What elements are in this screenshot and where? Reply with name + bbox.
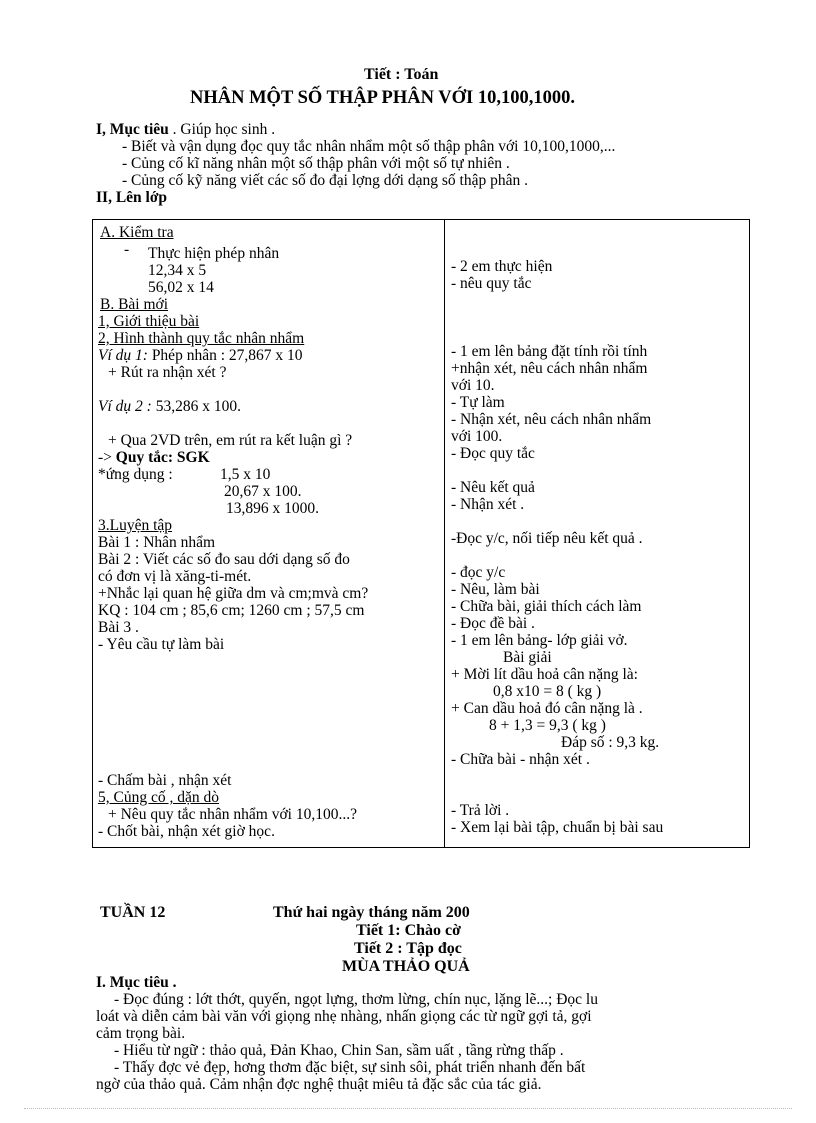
exercise-2-cont: có đơn vị là xăng-ti-mét. [98,568,252,585]
example-1-text: Phép nhân : 27,867 x 10 [147,347,303,364]
exercise-2-question: +Nhắc lại quan hệ giữa dm và cm;mvà cm? [98,585,369,602]
practice-heading: 3.Luyện tập [98,517,173,534]
student-activity: với 10. [451,377,495,394]
student-activity: - 1 em lên bảng- lớp giải vở. [451,632,628,649]
example-1-label: Ví dụ 1: [98,347,148,364]
conclusion-question: + Qua 2VD trên, em rút ra kết luận gì ? [108,432,353,449]
student-activity: - Nhận xét, nêu cách nhân nhẩm [451,411,652,428]
apply-item: 1,5 x 10 [220,466,271,483]
student-activity: - đọc y/c [451,564,506,581]
rule-sgk: Quy tắc: SGK [115,449,210,466]
objective-paragraph: - Thấy đợc vẻ đẹp, hơng thơm đặc biệt, sự sinh sôi, phát triển nhanh đến bất [114,1059,586,1076]
example-2-label: Ví dụ 2 : [98,398,152,415]
student-activity: - Nhận xét . [451,496,525,513]
student-activity: - 1 em lên bảng đặt tính rồi tính [451,343,648,360]
grade-note: - Chấm bài , nhận xét [98,772,232,789]
example-1-note: + Rút ra nhận xét ? [108,364,227,381]
student-activity: - Đọc quy tắc [451,445,535,462]
student-activity: - Trả lời . [451,802,510,819]
student-activity: - Đọc đề bài . [451,615,535,632]
student-activity: với 100. [451,428,503,445]
objectives-heading: I, Mục tiêu [96,121,169,138]
exercise-2: Bài 2 : Viết các số đo sau dới dạng số đo [98,551,350,568]
rule-line [98,449,210,466]
objectives-intro: . Giúp học sinh . [168,121,276,138]
lesson-header: Tiết : Toán [364,66,439,83]
student-activity: - Chữa bài - nhận xét . [451,751,590,768]
table-column-divider [444,219,445,848]
student-activity: - nêu quy tắc [451,275,532,292]
page-bottom-rule [24,1108,792,1109]
example-1 [98,347,303,364]
student-activity: -Đọc y/c, nối tiếp nêu kết quả . [451,530,643,547]
objective-paragraph: ngờ của thảo quả. Cảm nhận đợc nghệ thuật miêu tả đặc sắc của tác giả. [96,1076,542,1093]
consolidate-heading: 5, Củng cố , dặn dò [98,789,219,806]
objective-item: - Củng cố kĩ năng nhân một số thập phân với một số tự nhiên . [122,155,510,172]
lesson-2-title: MÙA THẢO QUẢ [342,958,470,975]
date-label: Thứ hai ngày tháng năm 200 [273,904,470,921]
objective-paragraph: cảm trọng bài. [96,1025,186,1042]
lesson-2-objectives-heading: I. Mục tiêu . [96,974,177,991]
apply-item: 20,67 x 100. [224,483,302,500]
objective-paragraph: - Hiểu từ ngữ : thảo quả, Đản Khao, Chin San, sầm uất , tầng rừng thấp . [114,1042,564,1059]
solution-calc: 0,8 x10 = 8 ( kg ) [493,683,602,700]
example-2 [98,398,241,415]
section-a-heading: A. Kiểm tra [100,224,174,241]
arrow: -> [98,449,116,466]
objective-paragraph: - Đọc đúng : lớt thớt, quyến, ngọt lựng, thơm lừng, chín nục, lặng lẽ...; Đọc lu [114,991,598,1008]
objective-item: - Củng cố kỹ năng viết các số đo đại lợng dới dạng số thập phân . [122,172,528,189]
student-activity: - Nêu, làm bài [451,581,540,598]
consolidate-item: + Nêu quy tắc nhân nhẩm với 10,100...? [108,806,357,823]
objective-paragraph: loát và diễn cảm bài văn với giọng nhẹ nhàng, nhấn giọng các từ ngữ gợi tả, gợi [96,1008,592,1025]
solution-step: + Can dầu hoả đó cân nặng là . [451,700,643,717]
student-activity: +nhận xét, nêu cách nhân nhẩm [451,360,648,377]
period-2: Tiết 2 : Tập đọc [354,940,462,957]
rule-heading: 2, Hình thành quy tắc nhân nhẩm [98,330,305,347]
lesson-title: NHÂN MỘT SỐ THẬP PHÂN VỚI 10,100,1000. [190,88,575,108]
student-activity: - Tự làm [451,394,505,411]
exercise-3-task: - Yêu cầu tự làm bài [98,636,225,653]
exercise-2-result: KQ : 104 cm ; 85,6 cm; 1260 cm ; 57,5 cm [98,602,365,619]
student-activity: - 2 em thực hiện [451,258,553,275]
apply-label: *ứng dụng : [98,466,173,483]
section-b-heading: B. Bài mới [100,296,169,313]
exercise: 56,02 x 14 [148,279,214,296]
week-label: TUẦN 12 [100,904,166,921]
consolidate-item: - Chốt bài, nhận xét giờ học. [98,823,275,840]
student-activity: - Chữa bài, giải thích cách làm [451,598,642,615]
bullet: - [124,241,130,258]
student-activity: - Xem lại bài tập, chuẩn bị bài sau [451,819,664,836]
exercise: 12,34 x 5 [148,262,207,279]
procedure-heading: II, Lên lớp [96,189,168,206]
apply-item: 13,896 x 1000. [226,500,319,517]
exercise-3: Bài 3 . [98,619,139,636]
task-text: Thực hiện phép nhân [148,245,280,262]
exercise-1: Bài 1 : Nhân nhẩm [98,534,216,551]
objectives-line [96,121,275,138]
objective-item: - Biết và vận dụng đọc quy tắc nhân nhẩm một số thập phân với 10,100,1000,... [122,138,616,155]
example-2-text: 53,286 x 100. [151,398,241,415]
solution-calc: 8 + 1,3 = 9,3 ( kg ) [489,717,606,734]
intro-heading: 1, Giới thiệu bài [98,313,200,330]
solution-step: + Mời lít dầu hoả cân nặng là: [451,666,638,683]
solution-heading: Bài giải [503,649,552,666]
solution-answer: Đáp số : 9,3 kg. [561,734,660,751]
period-1: Tiết 1: Chào cờ [356,922,461,939]
student-activity: - Nêu kết quả [451,479,535,496]
